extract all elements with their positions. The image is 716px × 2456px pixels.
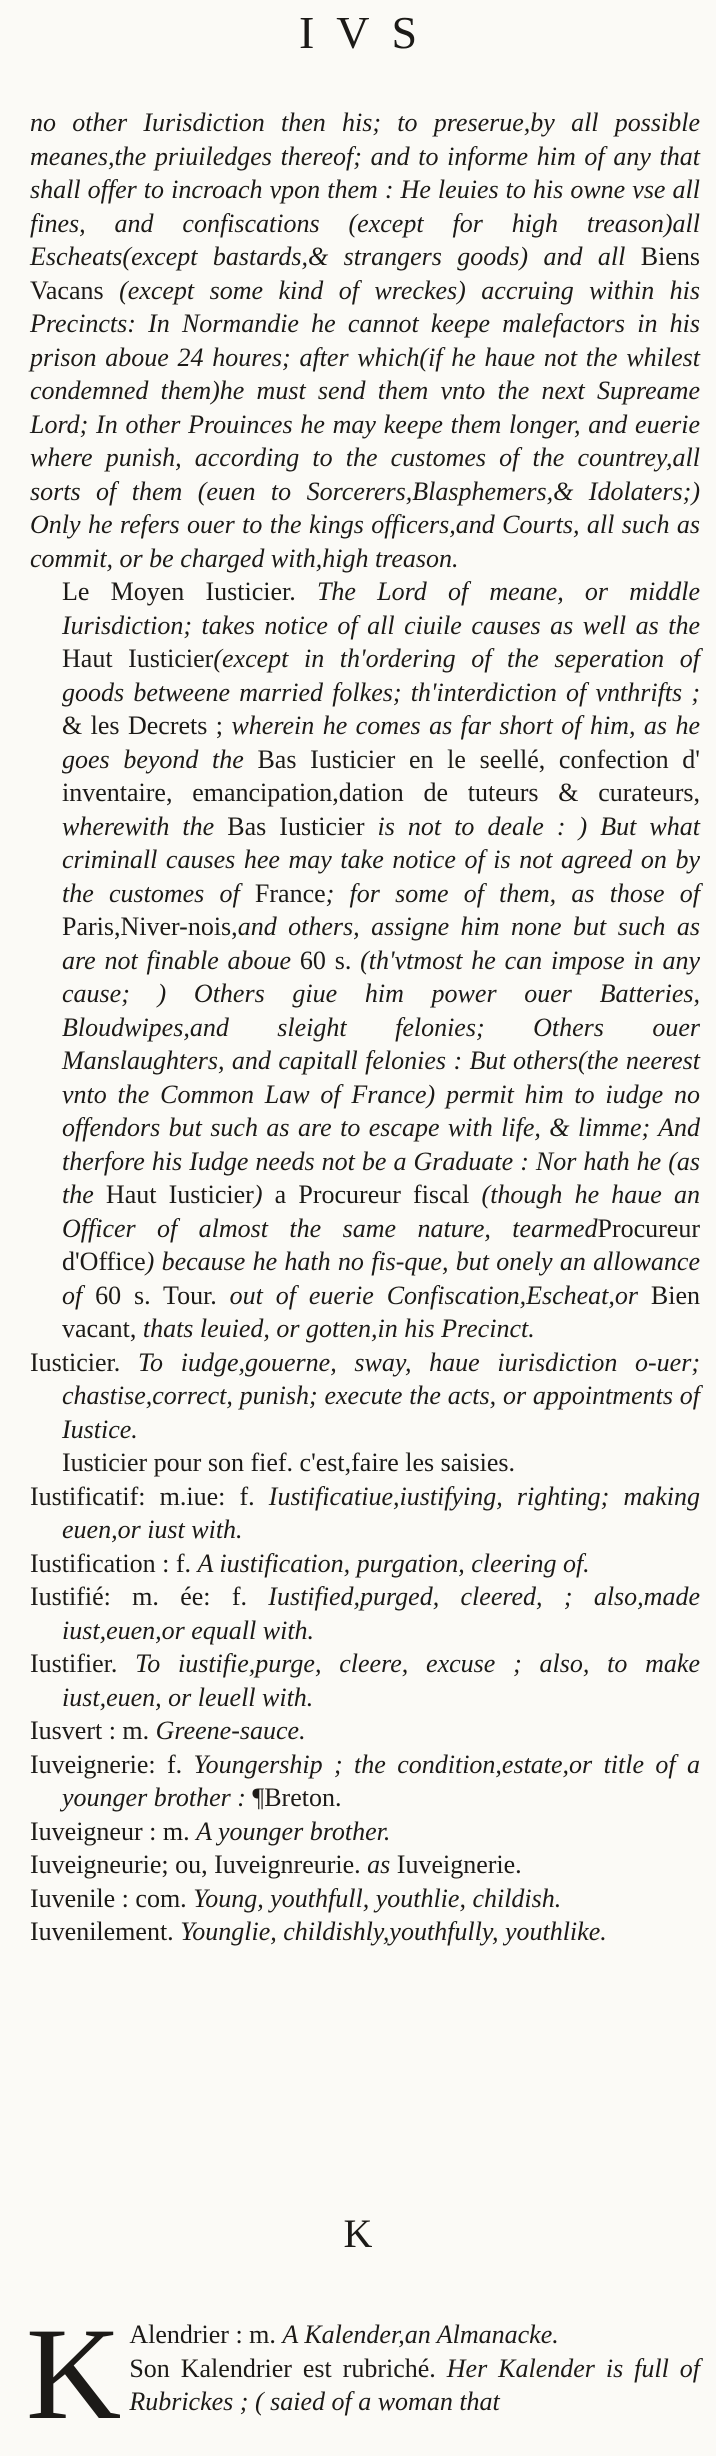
section-letter-heading: K (343, 2211, 373, 2256)
dictionary-entry: Iustifié: m. ée: f. Iustified,purged, cleered, ; also,made iust,euen,or equall with. (30, 1582, 700, 1645)
dictionary-entry: Iustifier. To iustifie,purge, cleere, excuse ; also, to make iust,euen, or leuell with. (30, 1649, 700, 1712)
running-header: IVS (298, 7, 440, 58)
dictionary-subentry: Iusticier pour son fief. c'est,faire les saisies. (62, 1448, 516, 1477)
dictionary-entry: Iustificatif: m.iue: f. Iustificatiue,iustifying, righting; making euen,or iust with. (30, 1481, 700, 1544)
dictionary-entry: Alendrier : m. A Kalender,an Almanacke. (129, 2320, 559, 2349)
dictionary-subentry: Le Moyen Iusticier. The Lord of meane, or middle Iurisdiction; takes notice of all ciuile causes as well as the Haut Iusticier(except in th'ordering of the seperation of goods betweene married folkes; th'interdiction of vnthrifts ; & les Decrets ; wherein he comes as far short of him, as he goes beyond the Bas Iusticier en le seellé, confection d' inventaire, emancipation,dation de tuteurs & curateurs, wherewith the Bas Iusticier is not to deale : ) But what criminall causes hee may take notice of is not agreed on by the customes of France; for some of them, as those of Paris,Niver-nois,and others, assigne him none but such as are not finable aboue 60 s. (th'vtmost he can impose in any cause; ) Others giue him power ouer Batteries, Bloudwipes,and sleight felonies; Others ouer Manslaughters, and capitall felonies : But others(the neerest vnto the Common Law of France) permit him to iudge no offendors but such as are to escape with life, & limme; And therfore his Iudge needs not be a Graduate : Nor hath he (as the Haut Iusticier) a Procureur fiscal (though he haue an Officer of almost the same nature, tearmedProcureur d'Office) because he hath no fis-que, but onely an allowance of 60 s. Tour. out of euerie Confiscation,Escheat,or Bien vacant, thats leuied, or gotten,in his Precinct. (62, 577, 701, 1343)
dictionary-entry: Iuveigneur : m. A younger brother. (30, 1816, 391, 1846)
dictionary-entry: Iusticier. To iudge,gouerne, sway, haue iurisdiction o-uer; chastise,correct, punish; execute the acts, or appointments of Iustice. (30, 1347, 700, 1444)
dictionary-entry: Iuveignerie: f. Youngership ; the condition,estate,or title of a younger brother : ¶Breton. (30, 1749, 700, 1812)
entries-column (30, 106, 700, 1949)
dictionary-entry: Iuvenile : com. Young, youthfull, youthlie, childish. (30, 1883, 562, 1913)
drop-capital: K (26, 2300, 122, 2447)
dictionary-subentry: Son Kalendrier est rubriché. Her Kalender is full of Rubrickes ; ( saied of a woman that (129, 2353, 701, 2416)
entry-continuation: no other Iurisdiction then his; to preserue,by all possible meanes,the priuiledges thereof; and to informe him of any that shall offer to incroach vpon them : He leuies to his owne vse all fines, and confiscations (except for high treason)all Escheats(except bastards,& strangers goods) and all Biens Vacans (except some kind of wreckes) accruing within his Precincts: In Normandie he cannot keepe malefactors in his prison aboue 24 houres; after which(if he haue not the whilest condemned them)he must send them vnto the next Supreame Lord; In other Prouinces he may keepe them longer, and euerie where punish, according to the customes of the countrey,all sorts of them (euen to Sorcerers,Blasphemers,& Idolaters;) Only he refers ouer to the kings officers,and Courts, all such as commit, or be charged with,high treason. (30, 108, 700, 573)
dictionary-entry: Iuvenilement. Younglie, childishly,youthfully, youthlike. (30, 1917, 607, 1946)
dictionary-entry: Iusvert : m. Greene-sauce. (30, 1716, 306, 1745)
dictionary-entry: Iuveigneurie; ou, Iuveignreurie. as Iuveignerie. (30, 1850, 522, 1879)
section-k-entries (26, 2300, 701, 2447)
dictionary-entry: Iustification : f. A iustification, purgation, cleering of. (30, 1548, 590, 1578)
